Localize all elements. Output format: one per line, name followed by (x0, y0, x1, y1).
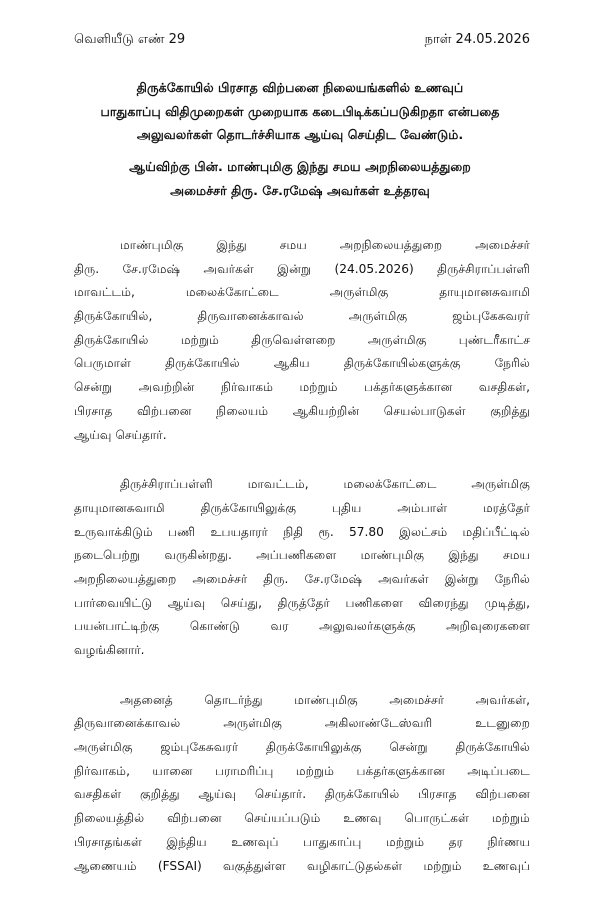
body-line: பார்வையிட்டு ஆய்வு செய்து, திருத்தேர் பணிகளை விரைந்து முடித்து, (74, 595, 530, 610)
headline-line: பாதுகாப்பு விதிமுறைகள் முறையாக கடைபிடிக்கப்படுகிறதா என்பதை (100, 103, 500, 119)
body-line: பெருமாள் திருக்கோயில் ஆகிய திருக்கோயில்களுக்கு நேரில் (74, 356, 530, 371)
body-line: திருச்சிராப்பள்ளி மாவட்டம், மலைக்கோட்டை அருள்மிகு (120, 477, 530, 492)
paragraph-3 (74, 689, 530, 879)
body-line: அருள்மிகு ஜம்புகேசுவரர் திருக்கோயிலுக்கு சென்று திருக்கோயில் (74, 740, 530, 755)
body-line: வசதிகள் குறித்து ஆய்வு செய்தார். திருக்கோயில் பிரசாத விற்பனை (74, 787, 530, 802)
body-line: மாவட்டம், மலைக்கோட்டை அருள்மிகு தாயுமானசுவாமி (74, 285, 530, 300)
body-line: வழங்கினார். (74, 643, 145, 657)
body-line: நடைபெற்று வருகின்றது. அப்பணிகளை மாண்புமிகு இந்து சமய (74, 548, 530, 563)
body-text (74, 234, 530, 904)
subheadline-line: அமைச்சர் திரு. சே.ரமேஷ் அவர்கள் உத்தரவு (170, 182, 430, 198)
body-line: சென்று அவற்றின் நிர்வாகம் மற்றும் பக்தர்களுக்கான வசதிகள், (74, 380, 530, 395)
body-line: அதனைத் தொடர்ந்து மாண்புமிகு அமைச்சர் அவர்கள், (120, 692, 530, 707)
release-header (74, 32, 530, 52)
body-line: ஆய்வு செய்தார். (74, 427, 167, 442)
body-line: தாயுமானசுவாமி திருக்கோயிலுக்கு புதிய அம்பாள் மரத்தேர் (74, 500, 530, 515)
headline-line: அலுவலர்கள் தொடர்ச்சியாக ஆய்வு செய்திட வேண்டும். (136, 127, 464, 143)
body-line: ஆணையம் (FSSAI) வகுத்துள்ள வழிகாட்டுதல்கள் மற்றும் உணவுப் (74, 858, 530, 873)
body-line: பிரசாத விற்பனை நிலையம் ஆகியற்றின் செயல்பாடுகள் குறித்து (74, 403, 530, 418)
subheadline (64, 154, 536, 201)
body-line: திருவானைக்காவல் அருள்மிகு அகிலாண்டேஸ்வரி உடனுறை (74, 716, 530, 731)
body-line: பயன்பாட்டிற்கு கொண்டு வர அலுவலர்களுக்கு அறிவுரைகளை (74, 619, 530, 634)
body-line: உருவாக்கிடும் பணி உபயதாரர் நிதி ரூ. 57.80 இலட்சம் மதிப்பீட்டில் (74, 524, 530, 539)
subheadline-line: ஆய்விற்கு பின். மாண்புமிகு இந்து சமய அறநிலையத்துறை (129, 159, 471, 174)
body-line: அறநிலையத்துறை அமைச்சர் திரு. சே.ரமேஷ் அவர்கள் இன்று நேரில் (74, 571, 530, 586)
paragraph-1 (74, 234, 530, 447)
headline-line: திருக்கோயில் பிரசாத விற்பனை நிலையங்களில் உணவுப் (136, 80, 464, 95)
body-line: நிலையத்தில் விற்பனை செய்யப்படும் உணவு பொருட்கள் மற்றும் (74, 811, 530, 826)
release-number: வெளியீடு எண் 29 (74, 32, 186, 47)
body-line: மாண்புமிகு இந்து சமய அறநிலையத்துறை அமைச்சர் (120, 238, 530, 252)
headline (64, 76, 536, 147)
body-line: பிரசாதங்கள் இந்திய உணவுப் பாதுகாப்பு மற்றும் தர நிர்ணய (74, 834, 530, 849)
release-date: நாள் 24.05.2026 (424, 32, 530, 47)
paragraph-2 (74, 473, 530, 663)
body-line: திரு. சே.ரமேஷ் அவர்கள் இன்று (24.05.2026) திருச்சிராப்பள்ளி (74, 261, 530, 276)
body-line: திருக்கோயில், திருவானைக்காவல் அருள்மிகு ஜம்புகேசுவரர் (74, 309, 530, 324)
body-line: நிர்வாகம், யானை பராமரிப்பு மற்றும் பக்தர்களுக்கான அடிப்படை (74, 763, 530, 778)
body-line: திருக்கோயில் மற்றும் திருவெள்ளறை அருள்மிகு புண்டரீகாட்ச (74, 332, 530, 347)
